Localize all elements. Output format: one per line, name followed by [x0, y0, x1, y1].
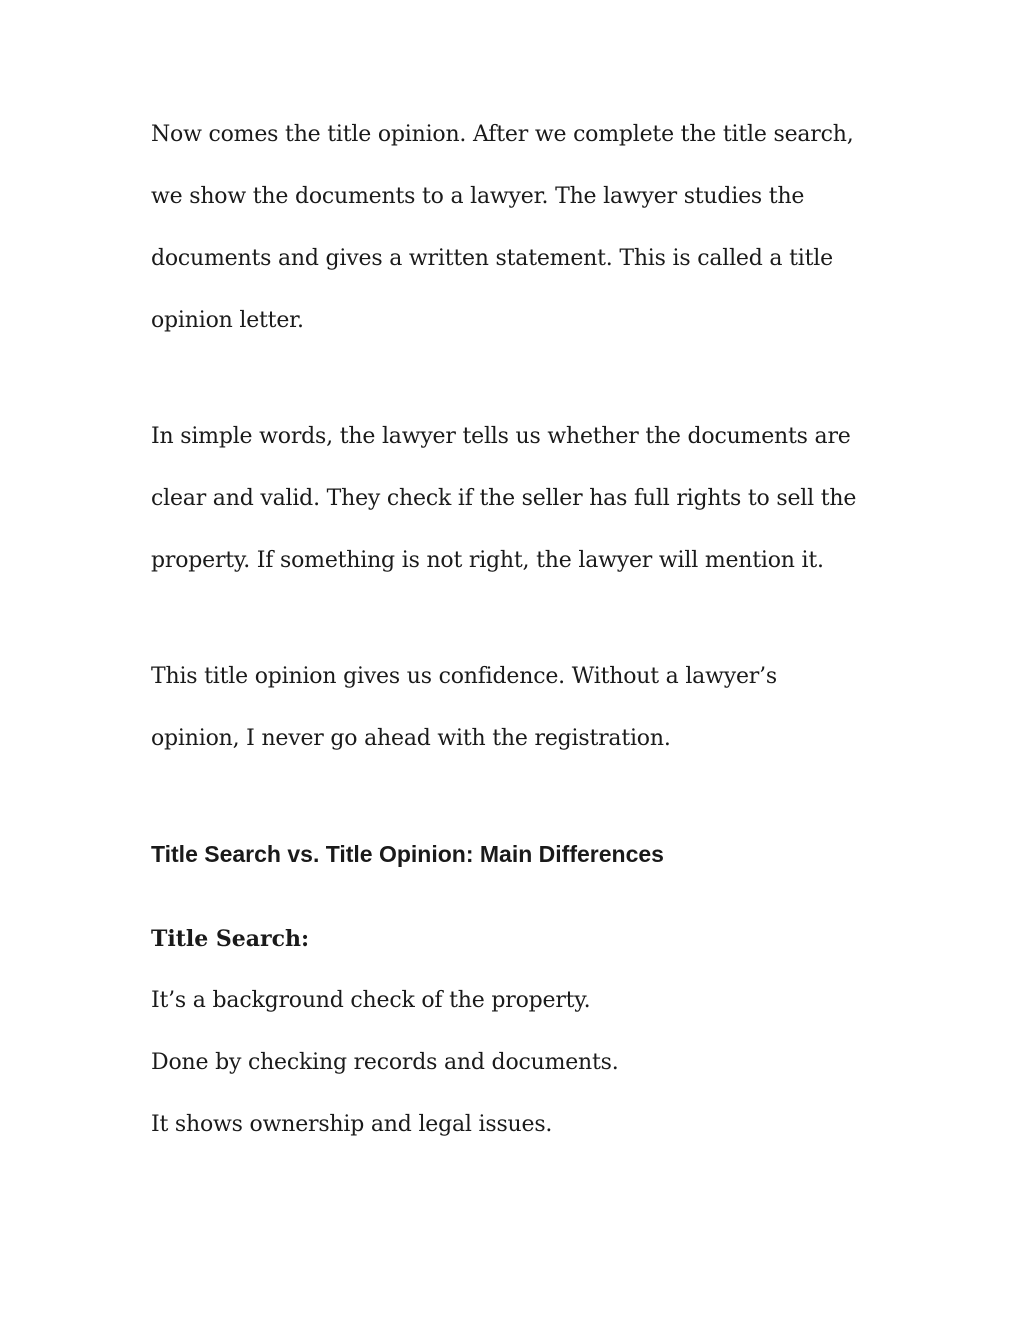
text-line: documents and gives a written statement. This is called a title	[151, 246, 833, 271]
list-item: Done by checking records and documents.	[151, 1050, 619, 1075]
list-item: It shows ownership and legal issues.	[151, 1112, 553, 1137]
text-line: In simple words, the lawyer tells us whether the documents are	[151, 424, 851, 449]
text-line: property. If something is not right, the lawyer will mention it.	[151, 548, 824, 573]
text-line: opinion letter.	[151, 308, 304, 333]
text-line: Now comes the title opinion. After we complete the title search,	[151, 122, 854, 147]
text-line: opinion, I never go ahead with the registration.	[151, 726, 671, 751]
title-search-heading: Title Search:	[151, 926, 310, 952]
section-heading: Title Search vs. Title Opinion: Main Differences	[151, 841, 664, 867]
text-line: This title opinion gives us confidence. Without a lawyer’s	[151, 664, 777, 689]
text-line: clear and valid. They check if the seller has full rights to sell the	[151, 486, 857, 511]
list-item: It’s a background check of the property.	[151, 988, 591, 1013]
text-line: we show the documents to a lawyer. The lawyer studies the	[151, 184, 805, 209]
